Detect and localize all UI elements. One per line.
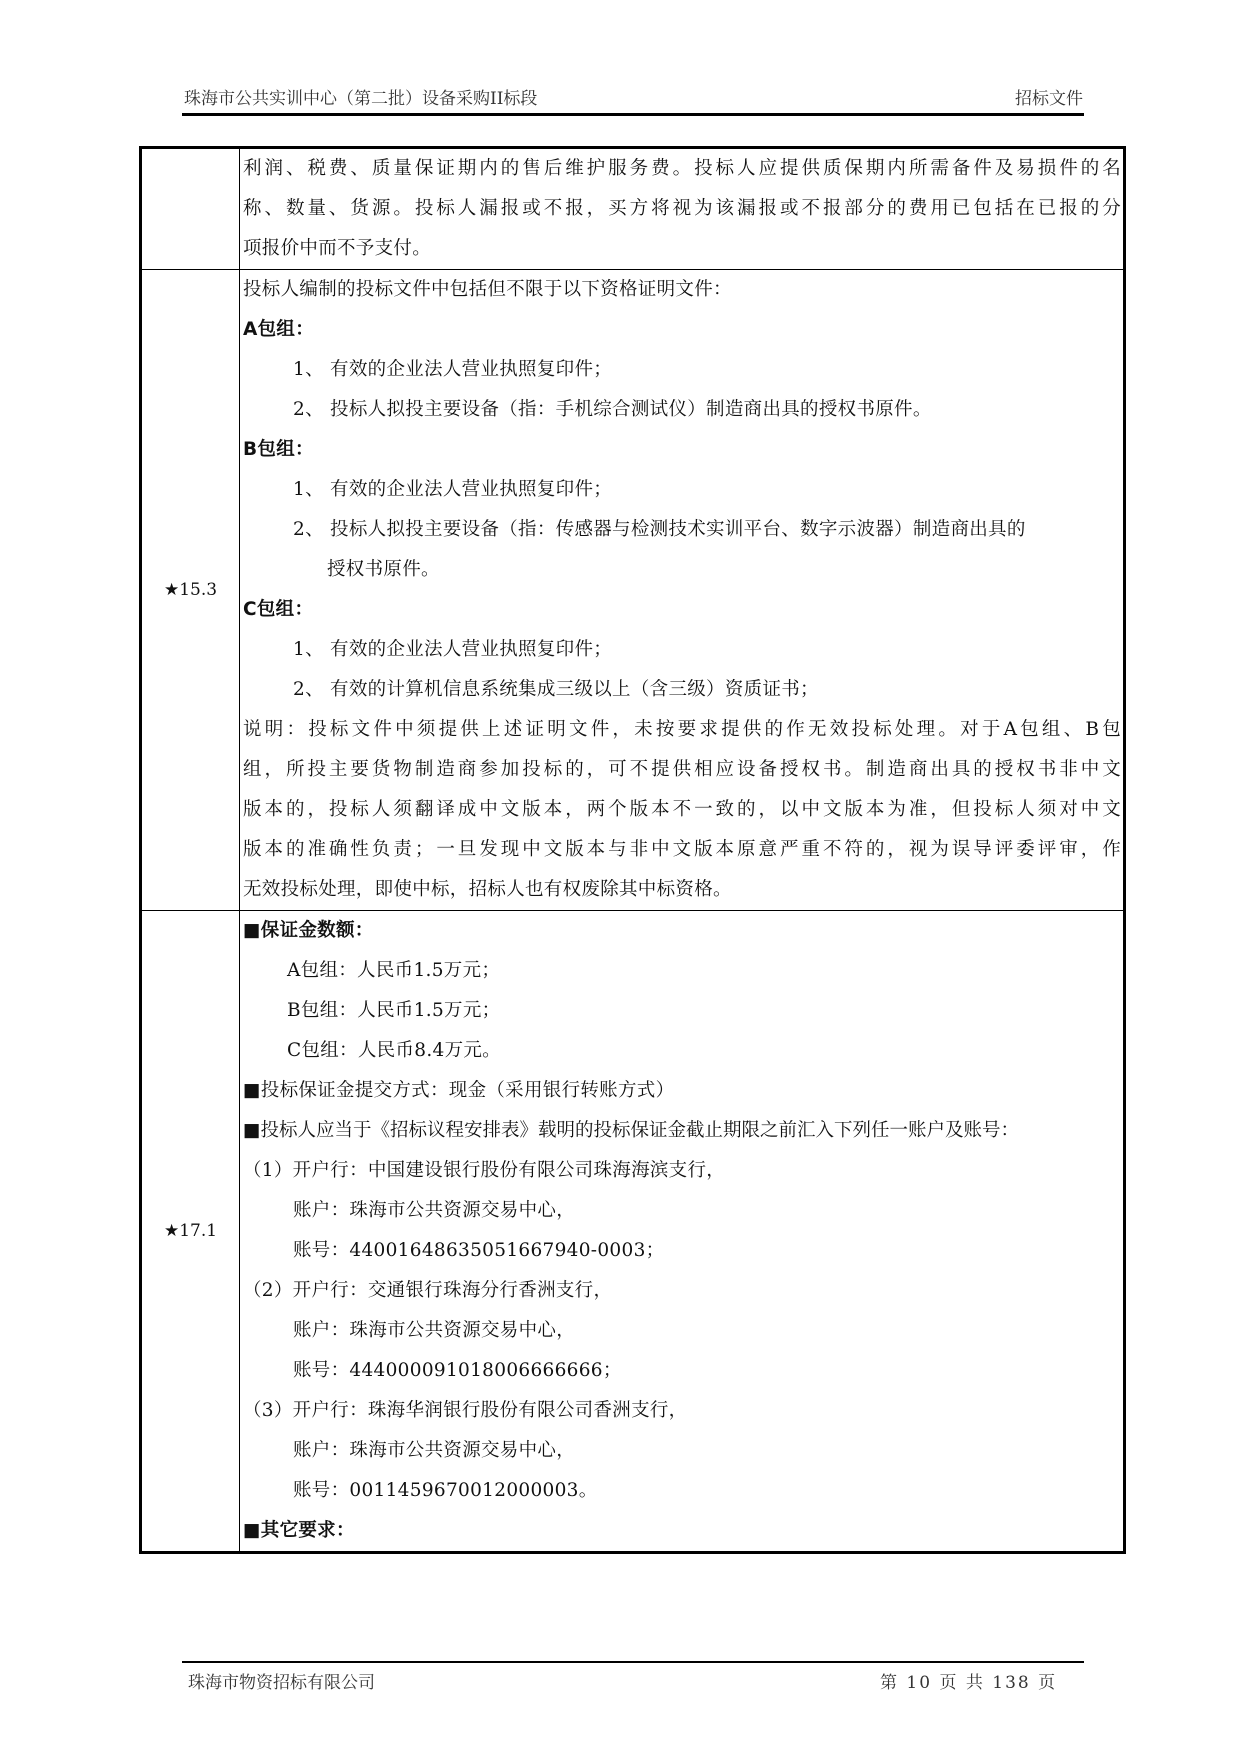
clause-content [240,149,1123,269]
group-b-title: B包组： [243,439,314,460]
note-line: 版本的准确性负责；一旦发现中文版本与非中文版本原意严重不符的，视为误导评委评审，作 [243,839,1121,860]
list-item: 1、 有效的企业法人营业执照复印件； [293,639,613,660]
deposit-amount: A包组：人民币1.5万元； [287,960,501,981]
header-title: 珠海市公共实训中心（第二批）设备采购II标段 [184,89,538,109]
note-line: 说明：投标文件中须提供上述证明文件，未按要求提供的作无效投标处理。对于A包组、B包 [243,719,1121,740]
table-row [142,149,1123,269]
table-row [142,269,1123,910]
clause-number: ★17.1 [142,911,240,1551]
note-line: 版本的，投标人须翻译成中文版本，两个版本不一致的，以中文版本为准，但投标人须对中文 [243,799,1121,820]
deposit-amount: C包组：人民币8.4万元。 [287,1040,501,1061]
page-header [184,84,1083,112]
intro-line: 投标人编制的投标文件中包括但不限于以下资格证明文件： [243,279,732,300]
text-line: 称、数量、货源。投标人漏报或不报，买方将视为该漏报或不报部分的费用已包括在已报的分 [243,198,1121,219]
group-c-title: C包组： [243,599,314,620]
square-bullet-icon: ■ [243,1120,261,1141]
page-number: 第 10 页 共 138 页 [880,1673,1058,1693]
text-line: 利润、税费、质量保证期内的售后维护服务费。投标人应提供质保期内所需备件及易损件的名 [243,158,1121,179]
square-bullet-icon: ■ [243,1520,261,1541]
clause-content [240,911,1123,1551]
list-item: 1、 有效的企业法人营业执照复印件； [293,359,613,380]
deposit-instruction: ■投标人应当于《招标议程安排表》载明的投标保证金截止期限之前汇入下列任一账户及账号： [243,1120,1019,1141]
clause-content [240,270,1123,910]
group-a-title: A包组： [243,319,315,340]
square-bullet-icon: ■ [243,1080,261,1101]
clause-table [139,146,1126,1554]
account-number: 账号：0011459670012000003。 [293,1480,598,1501]
deposit-method: ■投标保证金提交方式：现金（采用银行转账方式） [243,1080,675,1101]
deposit-amount: B包组：人民币1.5万元； [287,1000,501,1021]
list-item-continuation: 授权书原件。 [327,559,440,580]
account-number: 账号：44001648635051667940-0003； [293,1240,665,1261]
header-rule [182,113,1084,116]
list-item: 2、 有效的计算机信息系统集成三级以上（含三级）资质证书； [293,679,819,700]
deposit-title: ■保证金数额： [243,920,374,941]
header-doc-type: 招标文件 [1015,89,1083,109]
account-bank: （2）开户行：交通银行珠海分行香洲支行， [243,1280,613,1301]
account-name: 账户：珠海市公共资源交易中心， [293,1440,576,1461]
list-item: 2、 投标人拟投主要设备（指：手机综合测试仪）制造商出具的授权书原件。 [293,399,932,420]
table-row [142,910,1123,1551]
note-line: 无效投标处理，即使中标，招标人也有权废除其中标资格。 [243,879,732,900]
other-requirements-title: ■其它要求： [243,1520,355,1541]
account-number: 账号：444000091018006666666； [293,1360,622,1381]
account-name: 账户：珠海市公共资源交易中心， [293,1320,576,1341]
list-item: 1、 有效的企业法人营业执照复印件； [293,479,613,500]
clause-number [142,149,240,269]
note-line: 组，所投主要货物制造商参加投标的，可不提供相应设备授权书。制造商出具的授权书非中文 [243,759,1121,780]
account-name: 账户：珠海市公共资源交易中心， [293,1200,576,1221]
account-bank: （3）开户行：珠海华润银行股份有限公司香洲支行， [243,1400,688,1421]
account-bank: （1）开户行：中国建设银行股份有限公司珠海海滨支行， [243,1160,726,1181]
text-line: 项报价中而不予支付。 [243,238,432,259]
footer-rule [182,1661,1084,1663]
list-item: 2、 投标人拟投主要设备（指：传感器与检测技术实训平台、数字示波器）制造商出具的 [293,519,1026,540]
square-bullet-icon: ■ [243,920,261,941]
clause-number: ★15.3 [142,270,240,910]
footer-company: 珠海市物资招标有限公司 [188,1673,375,1693]
